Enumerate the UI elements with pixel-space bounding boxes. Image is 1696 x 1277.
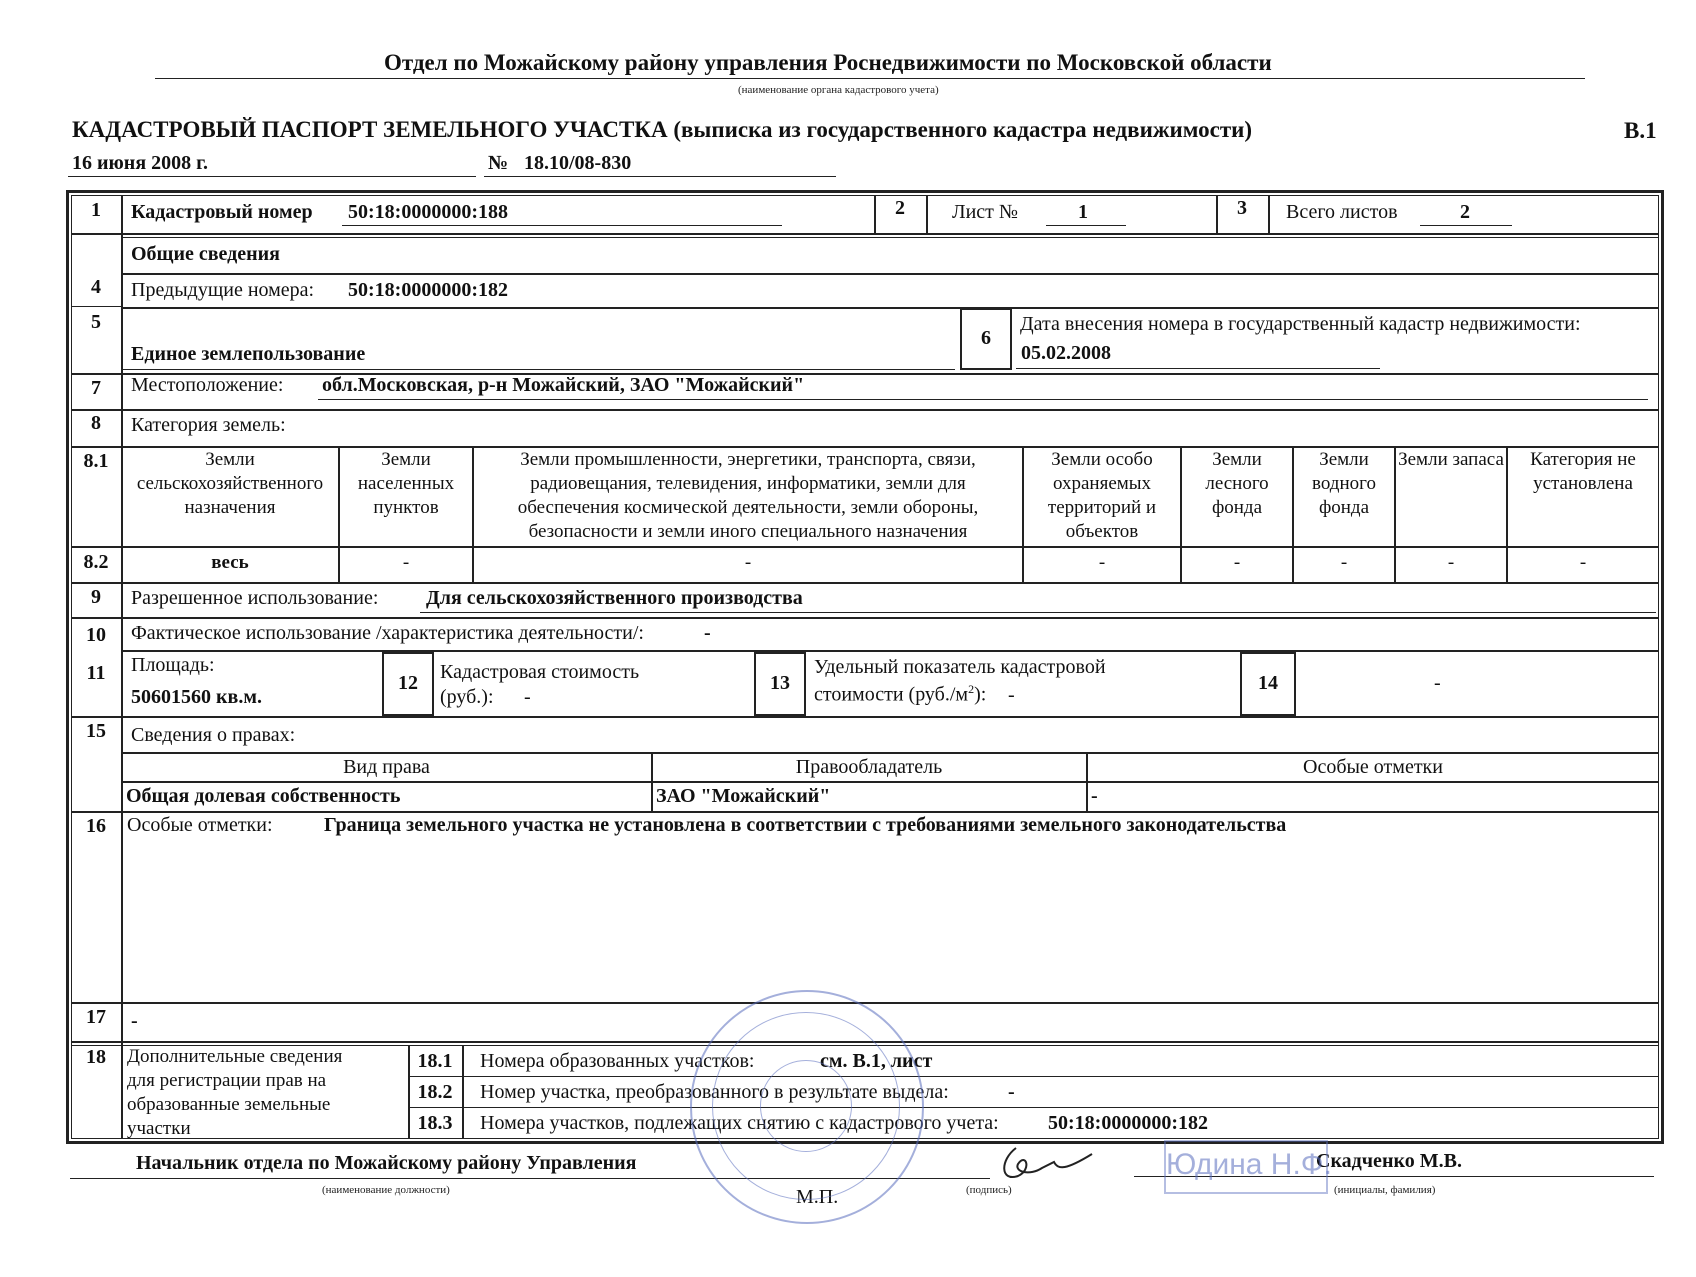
previous-numbers-value: 50:18:0000000:182 [348, 279, 508, 301]
previous-numbers-label: Предыдущие номера: [131, 279, 315, 301]
category-header-forest: Земли лесного фонда [1205, 449, 1269, 518]
row-16-num: 16 [86, 815, 106, 837]
cadastral-value-label: Кадастровая стоимость [440, 661, 640, 683]
row-1-num: 1 [91, 199, 101, 221]
name-caption: (инициалы, фамилия) [1334, 1184, 1436, 1196]
official-name: Скадченко М.В. [1316, 1150, 1462, 1172]
rights-header-type: Вид права [343, 756, 430, 778]
rights-label: Сведения о правах: [131, 724, 296, 746]
row-14-value: - [1434, 672, 1441, 694]
signature-caption: (подпись) [966, 1184, 1012, 1196]
permitted-use-label: Разрешенное использование: [131, 587, 379, 609]
additional-info-line-4: участки [127, 1118, 191, 1139]
category-header-industry: Земли промышленности, энергетики, транспорта, связи, радиовещания, телевидения, информатики, земли для обеспечения космической деятельности, земли обороны, безопасности и земли иного специального назначения [517, 449, 979, 542]
category-value-industry: - [744, 552, 752, 573]
transformed-plot-value: - [1008, 1081, 1015, 1103]
category-header-water: Земли водного фонда [1312, 449, 1376, 518]
row-18-3-num: 18.3 [417, 1112, 453, 1134]
permitted-use-value: Для сельскохозяйственного производства [426, 587, 803, 609]
location-value: обл.Московская, р-н Можайский, ЗАО "Можайский" [322, 374, 805, 396]
category-value-undefined: - [1579, 552, 1587, 573]
additional-info-line-1: Дополнительные сведения [127, 1046, 343, 1067]
actual-use-value: - [704, 622, 711, 644]
specific-value-value: - [1008, 684, 1015, 706]
official-position: Начальник отдела по Можайскому району Управления [136, 1152, 637, 1174]
row-8-2-num: 8.2 [83, 551, 109, 573]
area-value: 50601560 кв.м. [131, 686, 262, 708]
total-sheets-label: Всего листов [1286, 201, 1398, 223]
special-notes-label: Особые отметки: [127, 814, 273, 836]
specific-value-label: Удельный показатель кадастровой [814, 656, 1106, 678]
row-10-num: 10 [86, 624, 106, 646]
general-info-heading: Общие сведения [131, 243, 280, 265]
row-7-num: 7 [91, 377, 101, 399]
number-sign: № [488, 152, 509, 174]
cadastral-value-label-2: (руб.): [440, 686, 494, 708]
category-header-agricultural: Земли сельскохозяйственного назначения [136, 449, 324, 518]
row-15-num: 15 [86, 720, 106, 742]
form-code: В.1 [1624, 118, 1657, 143]
land-category-label: Категория земель: [131, 414, 286, 436]
rights-value-type: Общая долевая собственность [126, 785, 401, 807]
total-sheets-value: 2 [1460, 201, 1470, 223]
land-use-type: Единое землепользование [131, 343, 366, 365]
rights-value-holder: ЗАО "Можайский" [656, 785, 831, 807]
registration-date-label: Дата внесения номера в государственный кадастр недвижимости: [1020, 313, 1581, 335]
registration-date-value: 05.02.2008 [1021, 342, 1111, 364]
rights-header-holder: Правообладатель [795, 756, 943, 778]
formed-plots-value: см. В.1, лист [820, 1050, 933, 1072]
document-title: КАДАСТРОВЫЙ ПАСПОРТ ЗЕМЕЛЬНОГО УЧАСТКА (выписка из государственного кадастра недвижимости) [72, 117, 1253, 142]
actual-use-label: Фактическое использование /характеристика деятельности/: [131, 622, 644, 644]
cadastral-number-label: Кадастровый номер [131, 201, 313, 223]
sheet-number-label: Лист № [952, 201, 1018, 223]
row-18-1-num: 18.1 [417, 1050, 453, 1072]
category-value-water: - [1340, 552, 1348, 573]
position-caption: (наименование должности) [322, 1184, 450, 1196]
sheet-number-value: 1 [1078, 201, 1088, 223]
row-18-2-num: 18.2 [417, 1081, 453, 1103]
signature [996, 1140, 1106, 1190]
row-3-num: 3 [1237, 197, 1247, 219]
cadastral-value-value: - [524, 686, 531, 708]
location-label: Местоположение: [131, 374, 284, 396]
row-8-1-num: 8.1 [83, 450, 109, 472]
name-stamp: Юдина Н.Ф. [1164, 1140, 1328, 1194]
area-label: Площадь: [131, 654, 215, 676]
rights-value-notes: - [1091, 785, 1098, 807]
row-6-num: 6 [981, 327, 991, 349]
special-notes-value: Граница земельного участка не установлена в соответствии с требованиями земельного законодательства [324, 814, 1287, 836]
additional-info-line-2: для регистрации прав на [127, 1070, 327, 1091]
row-5-num: 5 [91, 311, 101, 333]
transformed-plot-label: Номер участка, преобразованного в результате выдела: [480, 1081, 949, 1103]
removed-plots-label: Номера участков, подлежащих снятию с кадастрового учета: [480, 1112, 999, 1134]
row-14-num: 14 [1258, 672, 1278, 694]
category-header-reserve: Земли запаса [1398, 449, 1504, 470]
authority-caption: (наименование органа кадастрового учета) [738, 84, 939, 96]
row-4-num: 4 [91, 276, 101, 298]
row-13-num: 13 [770, 672, 790, 694]
category-value-protected: - [1098, 552, 1106, 573]
row-9-num: 9 [91, 586, 101, 608]
row-8-num: 8 [91, 412, 101, 434]
removed-plots-value: 50:18:0000000:182 [1048, 1112, 1208, 1134]
category-header-settlements: Земли населенных пунктов [357, 449, 455, 518]
document-number: 18.10/08-830 [524, 152, 632, 174]
category-value-forest: - [1233, 552, 1241, 573]
seal-place: М.П. [796, 1186, 839, 1208]
rights-header-notes: Особые отметки [1303, 756, 1443, 778]
category-value-settlements: - [402, 552, 410, 573]
document-date: 16 июня 2008 г. [72, 152, 208, 174]
additional-info-line-3: образованные земельные [127, 1094, 331, 1115]
category-value-agricultural: весь [211, 552, 249, 573]
row-11-num: 11 [86, 662, 106, 684]
category-header-undefined: Категория не установлена [1530, 449, 1636, 494]
row-12-num: 12 [398, 672, 418, 694]
specific-value-label-2: стоимости $(руб./м^2)$: [814, 682, 987, 706]
authority-name: Отдел по Можайскому району управления Роснедвижимости по Московской области [384, 50, 1272, 75]
category-header-protected: Земли особо охраняемых территорий и объектов [1047, 449, 1157, 542]
formed-plots-label: Номера образованных участков: [480, 1050, 755, 1072]
category-value-reserve: - [1447, 552, 1455, 573]
row-2-num: 2 [895, 197, 905, 219]
cadastral-number-value: 50:18:0000000:188 [348, 201, 508, 223]
row-17-num: 17 [86, 1006, 106, 1028]
row-18-num: 18 [86, 1046, 106, 1068]
row-17-value: - [131, 1010, 138, 1032]
